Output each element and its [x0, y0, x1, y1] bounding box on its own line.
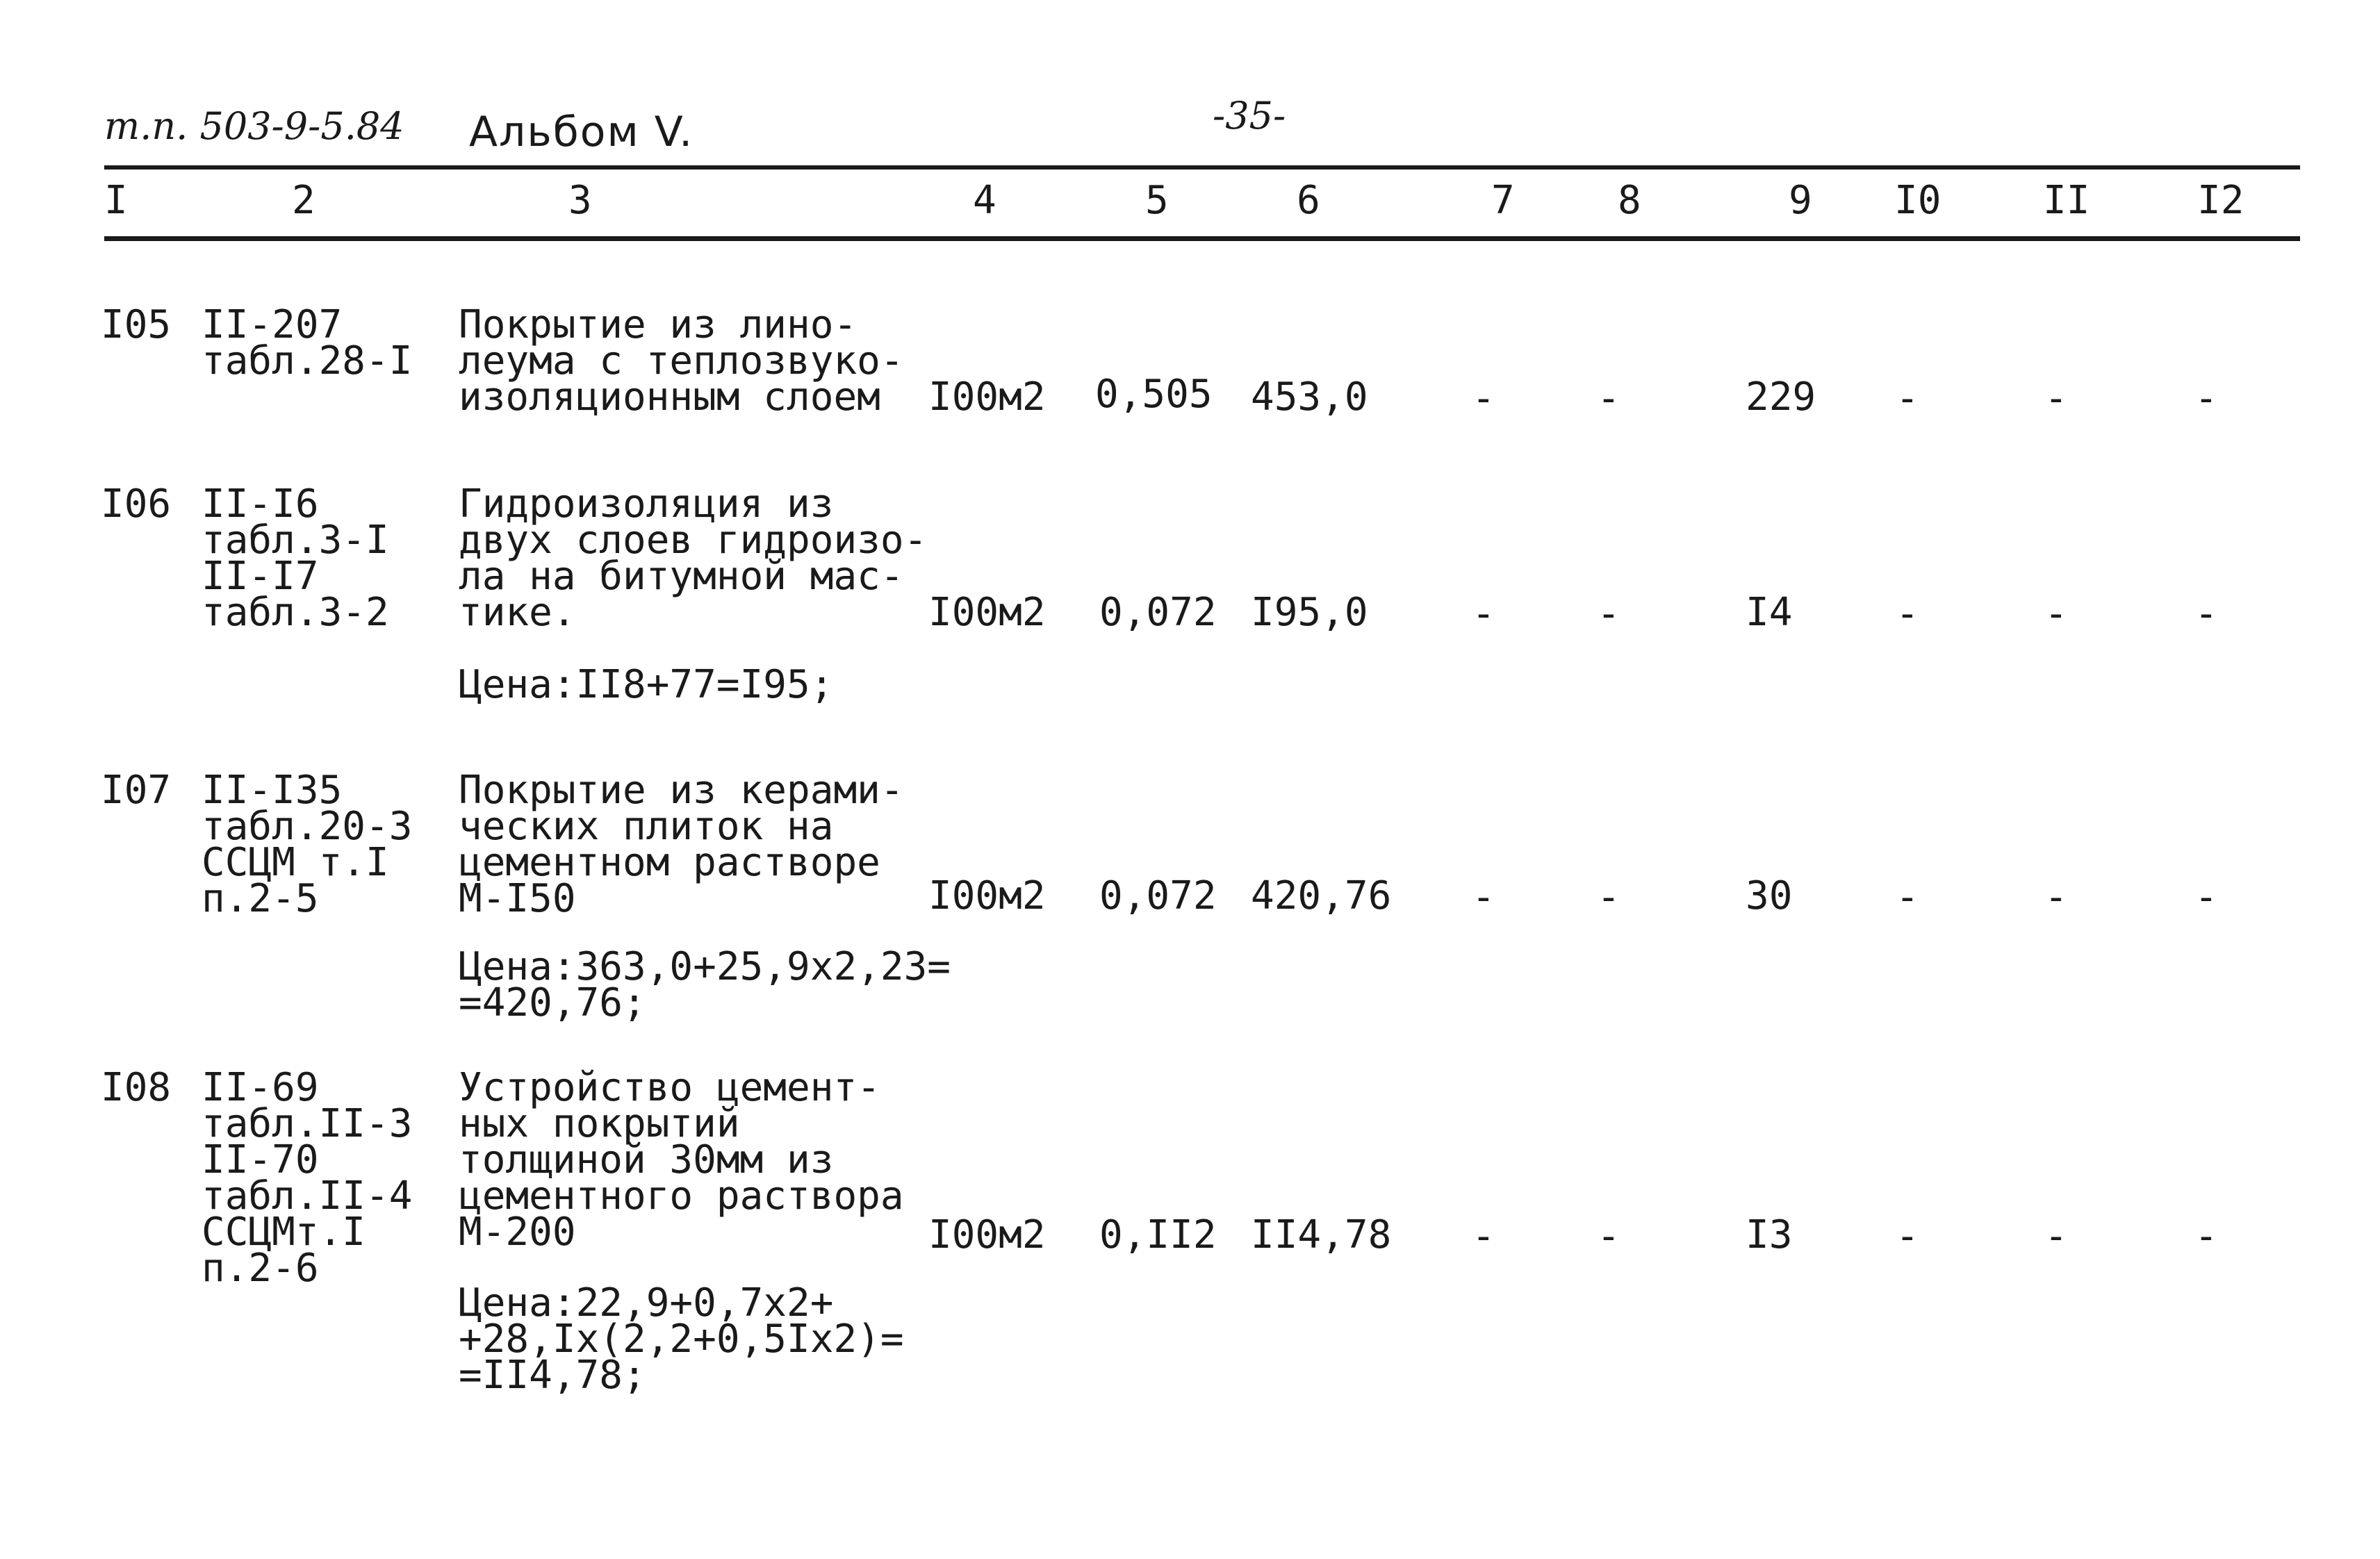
unit: I00м2	[928, 873, 1046, 918]
unit: I00м2	[928, 590, 1046, 635]
col-10: -	[1896, 875, 1919, 920]
col-9: I4	[1746, 590, 1793, 635]
col-10: -	[1896, 591, 1919, 636]
col-12: -	[2194, 1214, 2218, 1259]
price-note: Цена:22,9+0,7x2+ +28,Ix(2,2+0,5Ix2)= =II4,78;	[459, 1280, 904, 1398]
work-description: Гидроизоляция из двух слоев гидроизо- ла на битумной мас- тике.	[459, 481, 928, 635]
col-8: -	[1597, 591, 1620, 636]
row-number: I08	[101, 1065, 172, 1110]
column-header: I2	[2197, 178, 2244, 223]
col-12: -	[2194, 875, 2218, 920]
unit-price: I95,0	[1251, 590, 1368, 635]
work-description: Устройство цемент- ных покрытий толщиной 30мм из цементного раствора М-200	[459, 1065, 904, 1255]
album-title: Альбом V.	[469, 108, 694, 156]
col-9: I3	[1746, 1212, 1793, 1257]
column-header: 3	[568, 178, 592, 223]
col-7: -	[1472, 1214, 1495, 1259]
col-8: -	[1597, 376, 1620, 421]
unit: I00м2	[928, 1212, 1046, 1257]
norm-code: II-I6 табл.3-I II-I7 табл.3-2	[202, 481, 389, 635]
header-top-rule	[104, 165, 2300, 170]
col-8: -	[1597, 875, 1620, 920]
quantity: 0,072	[1099, 590, 1217, 635]
column-header: I	[104, 178, 128, 223]
price-note: Цена:363,0+25,9x2,23= =420,76;	[459, 944, 951, 1025]
col-7: -	[1472, 376, 1495, 421]
column-header: 9	[1789, 178, 1812, 223]
norm-code: II-207 табл.28-I	[202, 302, 413, 383]
norm-code: II-69 табл.II-3 II-70 табл.II-4 ССЦМт.I п.2-6	[202, 1065, 413, 1291]
unit-price: 420,76	[1251, 873, 1392, 918]
column-header: 6	[1297, 178, 1320, 223]
col-11: -	[2044, 1214, 2068, 1259]
document-reference: т.п. 503-9-5.84	[104, 104, 404, 148]
column-header: 5	[1145, 178, 1169, 223]
unit: I00м2	[928, 374, 1046, 420]
row-number: I05	[101, 302, 172, 347]
quantity: 0,072	[1099, 873, 1217, 918]
column-header: 8	[1618, 178, 1641, 223]
col-7: -	[1472, 875, 1495, 920]
column-header: 2	[292, 178, 315, 223]
price-note: Цена:II8+77=I95;	[459, 662, 834, 707]
col-7: -	[1472, 591, 1495, 636]
row-number: I07	[101, 768, 172, 813]
column-header: II	[2043, 178, 2090, 223]
col-11: -	[2044, 376, 2068, 421]
norm-code: II-I35 табл.20-3 ССЦМ т.I п.2-5	[202, 768, 413, 921]
work-description: Покрытие из лино- леума с теплозвуко- изоляционным слоем	[459, 302, 904, 420]
unit-price: 453,0	[1251, 374, 1368, 420]
page-number: -35-	[1213, 94, 1286, 138]
column-header: I0	[1894, 178, 1942, 223]
col-11: -	[2044, 591, 2068, 636]
header-bottom-rule	[104, 236, 2300, 241]
row-number: I06	[101, 481, 172, 527]
col-8: -	[1597, 1214, 1620, 1259]
col-9: 229	[1746, 374, 1816, 420]
quantity: 0,505	[1095, 372, 1213, 417]
column-header: 4	[973, 178, 996, 223]
quantity: 0,II2	[1099, 1212, 1217, 1257]
col-11: -	[2044, 875, 2068, 920]
unit-price: II4,78	[1251, 1212, 1392, 1257]
col-12: -	[2194, 591, 2218, 636]
col-9: 30	[1746, 873, 1793, 918]
work-description: Покрытие из керами- ческих плиток на цементном растворе М-I50	[459, 768, 904, 921]
col-10: -	[1896, 1214, 1919, 1259]
column-header: 7	[1491, 178, 1515, 223]
col-10: -	[1896, 376, 1919, 421]
col-12: -	[2194, 376, 2218, 421]
